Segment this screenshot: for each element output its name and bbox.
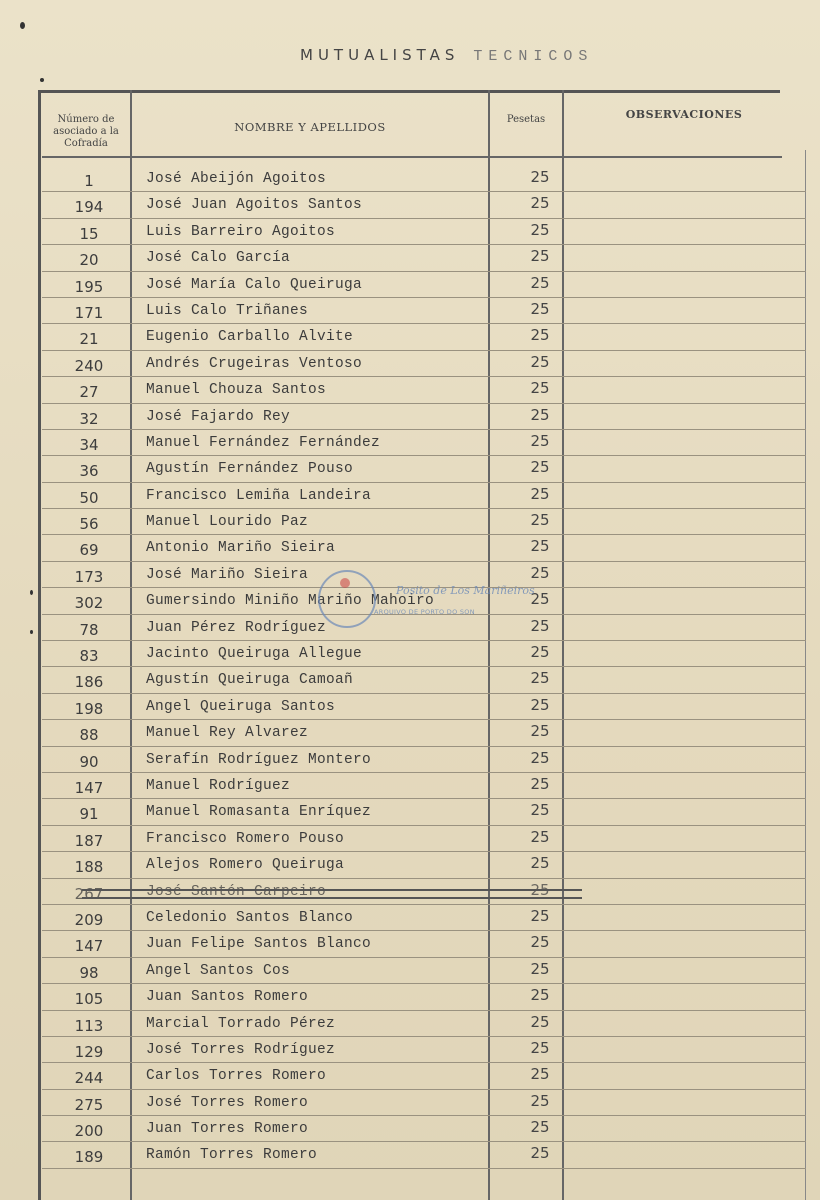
- member-number: 1: [84, 172, 94, 190]
- pesetas-amount: 25: [530, 1065, 550, 1084]
- member-number: 186: [74, 673, 104, 692]
- member-number: 267: [74, 884, 104, 903]
- row-rule: [42, 1036, 806, 1037]
- member-number: 20: [79, 251, 99, 270]
- member-name: Francisco Lemiña Landeira: [146, 487, 372, 504]
- row-rule: [42, 191, 806, 192]
- pesetas-amount: 25: [530, 1012, 550, 1031]
- member-name: Jacinto Queiruga Allegue: [146, 646, 363, 663]
- member-name: Manuel Chouza Santos: [146, 382, 327, 399]
- table-row: [42, 485, 806, 511]
- row-rule: [42, 561, 806, 562]
- member-number: 34: [79, 435, 99, 454]
- member-number: 56: [79, 515, 99, 534]
- pesetas-amount: 25: [530, 168, 550, 186]
- header-member-number: Número de asociado a la Cofradía: [53, 114, 119, 149]
- pesetas-amount: 25: [530, 563, 550, 582]
- table-row: [42, 432, 806, 458]
- table-row: [42, 1144, 806, 1170]
- pesetas-amount: 25: [530, 431, 550, 450]
- ink-speck: [20, 22, 25, 29]
- member-name: José Mariño Sieira: [146, 566, 309, 583]
- pesetas-amount: 25: [530, 695, 550, 714]
- pesetas-amount: 25: [530, 616, 550, 635]
- member-number: 173: [74, 567, 104, 586]
- table-row: [42, 907, 806, 933]
- table-row: [42, 828, 806, 854]
- row-rule: [42, 983, 806, 984]
- table-row: [42, 854, 806, 880]
- row-rule: [42, 218, 806, 219]
- member-name: Manuel Fernández Fernández: [146, 434, 381, 451]
- pesetas-amount: 25: [530, 379, 550, 398]
- member-number: 78: [79, 620, 99, 639]
- member-number: 194: [74, 198, 104, 217]
- table-row: [42, 696, 806, 722]
- table-row: [42, 353, 806, 379]
- pesetas-amount: 25: [530, 405, 550, 424]
- member-number: 50: [79, 488, 99, 507]
- member-number: 15: [79, 224, 99, 243]
- member-number: 69: [79, 541, 99, 560]
- pesetas-amount: 25: [530, 880, 550, 899]
- table-row: [42, 379, 806, 405]
- pesetas-amount: 25: [530, 933, 550, 952]
- table-row: [42, 669, 806, 695]
- member-name: Manuel Lourido Paz: [146, 514, 309, 531]
- table-row: [42, 537, 806, 563]
- pesetas-amount: 25: [530, 537, 550, 556]
- row-rule: [42, 851, 806, 852]
- pesetas-amount: 25: [530, 1118, 550, 1137]
- row-rule: [42, 403, 806, 404]
- member-number: 187: [74, 831, 104, 850]
- member-name: Ramón Torres Romero: [146, 1147, 318, 1164]
- pesetas-amount: 25: [530, 986, 550, 1005]
- table-row: [42, 511, 806, 537]
- ink-speck: [40, 78, 44, 82]
- member-name: Francisco Romero Pouso: [146, 830, 345, 847]
- row-rule: [42, 323, 806, 324]
- table-row: [42, 300, 806, 326]
- row-rule: [42, 957, 806, 958]
- title-word-2: TECNICOS: [473, 48, 594, 65]
- member-number: 129: [74, 1042, 104, 1061]
- pesetas-amount: 25: [530, 827, 550, 846]
- title-word-1: MUTUALISTAS: [300, 46, 460, 64]
- row-rule: [42, 429, 806, 430]
- header-observaciones: OBSERVACIONES: [625, 108, 743, 121]
- table-row: [42, 194, 806, 220]
- member-name: Eugenio Carballo Alvite: [146, 329, 354, 346]
- member-name: Angel Queiruga Santos: [146, 698, 336, 715]
- row-rule: [42, 1141, 806, 1142]
- member-number: 91: [79, 805, 99, 824]
- member-name: Juan Felipe Santos Blanco: [146, 936, 372, 953]
- pesetas-amount: 25: [530, 511, 550, 530]
- pesetas-amount: 25: [530, 273, 550, 292]
- row-rule: [42, 508, 806, 509]
- member-name: Marcial Torrado Pérez: [146, 1015, 336, 1032]
- member-name: Luis Calo Triñanes: [146, 302, 309, 319]
- header-divider: [42, 156, 782, 158]
- pesetas-amount: 25: [530, 1144, 550, 1163]
- pesetas-amount: 25: [530, 299, 550, 318]
- member-name: Celedonio Santos Blanco: [146, 909, 354, 926]
- table-row: [42, 933, 806, 959]
- pesetas-amount: 25: [530, 722, 550, 741]
- table-row: [42, 1039, 806, 1065]
- member-number: 240: [74, 356, 104, 375]
- member-list: [42, 168, 806, 1171]
- archive-stamp: [318, 570, 535, 626]
- stamp-title: Posito de Los Mariñeiros: [396, 584, 535, 597]
- row-rule: [42, 534, 806, 535]
- table-row: [42, 801, 806, 827]
- member-number: 36: [79, 462, 99, 481]
- member-name: Luis Barreiro Agoitos: [146, 223, 336, 240]
- row-rule: [42, 297, 806, 298]
- member-number: 171: [74, 303, 104, 322]
- pesetas-amount: 25: [530, 748, 550, 767]
- table-row: [42, 960, 806, 986]
- member-name: Gumersindo Miniño Mariño Mahoiro: [146, 593, 435, 610]
- table-row: [42, 1118, 806, 1144]
- header-pesetas: Pesetas: [506, 114, 546, 125]
- member-name: José Santón Carpeiro: [146, 883, 327, 900]
- row-rule: [42, 482, 806, 483]
- pesetas-amount: 25: [530, 854, 550, 873]
- pesetas-amount: 25: [530, 590, 550, 609]
- member-name: José Torres Romero: [146, 1094, 309, 1111]
- row-rule: [42, 666, 806, 667]
- member-number: 90: [79, 752, 99, 771]
- table-row: [42, 986, 806, 1012]
- table-row: [42, 1092, 806, 1118]
- row-rule: [42, 271, 806, 272]
- member-name: Angel Santos Cos: [146, 962, 291, 979]
- member-number: 189: [74, 1148, 104, 1167]
- member-number: 88: [79, 726, 99, 745]
- member-name: Carlos Torres Romero: [146, 1068, 327, 1085]
- pesetas-amount: 25: [530, 801, 550, 820]
- row-rule: [42, 746, 806, 747]
- row-rule: [42, 878, 806, 879]
- member-number: 105: [74, 990, 104, 1009]
- table-row: [42, 1013, 806, 1039]
- member-name: Manuel Rodríguez: [146, 777, 291, 794]
- row-rule: [42, 904, 806, 905]
- member-name: Antonio Mariño Sieira: [146, 540, 336, 557]
- member-number: 27: [79, 383, 99, 402]
- pesetas-amount: 25: [530, 906, 550, 925]
- pesetas-amount: 25: [530, 959, 550, 978]
- pesetas-amount: 25: [530, 326, 550, 345]
- table-row: [42, 749, 806, 775]
- row-rule: [42, 1010, 806, 1011]
- member-number: 147: [74, 937, 104, 956]
- member-number: 83: [79, 647, 99, 666]
- member-name: José Juan Agoitos Santos: [146, 197, 363, 214]
- member-name: Juan Santos Romero: [146, 989, 309, 1006]
- stamp-subtitle: ARQUIVO DE PORTO DO SON: [374, 608, 475, 616]
- row-rule: [42, 798, 806, 799]
- pesetas-amount: 25: [530, 669, 550, 688]
- member-name: José María Calo Queiruga: [146, 276, 363, 293]
- pesetas-amount: 25: [530, 352, 550, 371]
- pesetas-amount: 25: [530, 194, 550, 213]
- member-number: 244: [74, 1069, 104, 1088]
- member-name: Agustín Fernández Pouso: [146, 461, 354, 478]
- member-number: 147: [74, 778, 104, 797]
- member-name: Serafín Rodríguez Montero: [146, 751, 372, 768]
- pesetas-amount: 25: [530, 774, 550, 793]
- row-rule: [42, 244, 806, 245]
- member-name: José Torres Rodríguez: [146, 1041, 336, 1058]
- row-rule: [42, 1115, 806, 1116]
- member-name: Juan Pérez Rodríguez: [146, 619, 327, 636]
- pesetas-amount: 25: [530, 220, 550, 239]
- table-row: [42, 458, 806, 484]
- row-rule: [42, 376, 806, 377]
- table-row: [42, 274, 806, 300]
- table-row: [42, 775, 806, 801]
- member-number: 198: [74, 699, 104, 718]
- row-rule: [42, 1168, 806, 1169]
- table-row: [42, 247, 806, 273]
- member-number: 21: [79, 330, 99, 349]
- row-rule: [42, 350, 806, 351]
- pesetas-amount: 25: [530, 1038, 550, 1057]
- member-name: Agustín Queiruga Camoañ: [146, 672, 354, 689]
- row-rule: [42, 640, 806, 641]
- pesetas-amount: 25: [530, 458, 550, 477]
- row-rule: [42, 1062, 806, 1063]
- member-name: José Fajardo Rey: [146, 408, 291, 425]
- page-title: [300, 46, 700, 65]
- table-row: [42, 326, 806, 352]
- table-row: [42, 722, 806, 748]
- member-name: José Calo García: [146, 250, 291, 267]
- ink-speck: [30, 630, 33, 634]
- pesetas-amount: 25: [530, 1091, 550, 1110]
- table-row: [42, 406, 806, 432]
- member-number: 302: [74, 594, 104, 613]
- header-name: NOMBRE Y APELLIDOS: [234, 120, 386, 134]
- table-row: [42, 221, 806, 247]
- member-number: 195: [74, 277, 104, 296]
- member-name: Juan Torres Romero: [146, 1121, 309, 1138]
- table-row: [42, 881, 806, 907]
- row-rule: [42, 719, 806, 720]
- member-name: José Abeijón Agoitos: [146, 171, 327, 187]
- member-name: Manuel Rey Alvarez: [146, 725, 309, 742]
- row-rule: [42, 825, 806, 826]
- member-number: 188: [74, 858, 104, 877]
- row-rule: [42, 455, 806, 456]
- table-row: [42, 1065, 806, 1091]
- member-number: 98: [79, 963, 99, 982]
- pesetas-amount: 25: [530, 643, 550, 662]
- table-row: [42, 643, 806, 669]
- member-number: 113: [74, 1016, 104, 1035]
- table-row: [42, 168, 806, 194]
- row-rule: [42, 693, 806, 694]
- member-number: 200: [74, 1122, 104, 1141]
- ink-speck: [30, 590, 33, 595]
- row-rule: [42, 1089, 806, 1090]
- member-number: 209: [74, 910, 104, 929]
- member-name: Alejos Romero Queiruga: [146, 857, 345, 874]
- member-number: 275: [74, 1095, 104, 1114]
- stamp-seal-icon: [318, 570, 376, 628]
- member-name: Andrés Crugeiras Ventoso: [146, 355, 363, 372]
- member-number: 32: [79, 409, 99, 428]
- row-rule: [42, 772, 806, 773]
- pesetas-amount: 25: [530, 247, 550, 266]
- pesetas-amount: 25: [530, 484, 550, 503]
- row-rule: [42, 930, 806, 931]
- member-name: Manuel Romasanta Enríquez: [146, 804, 372, 821]
- strikethrough-mark: [82, 889, 582, 899]
